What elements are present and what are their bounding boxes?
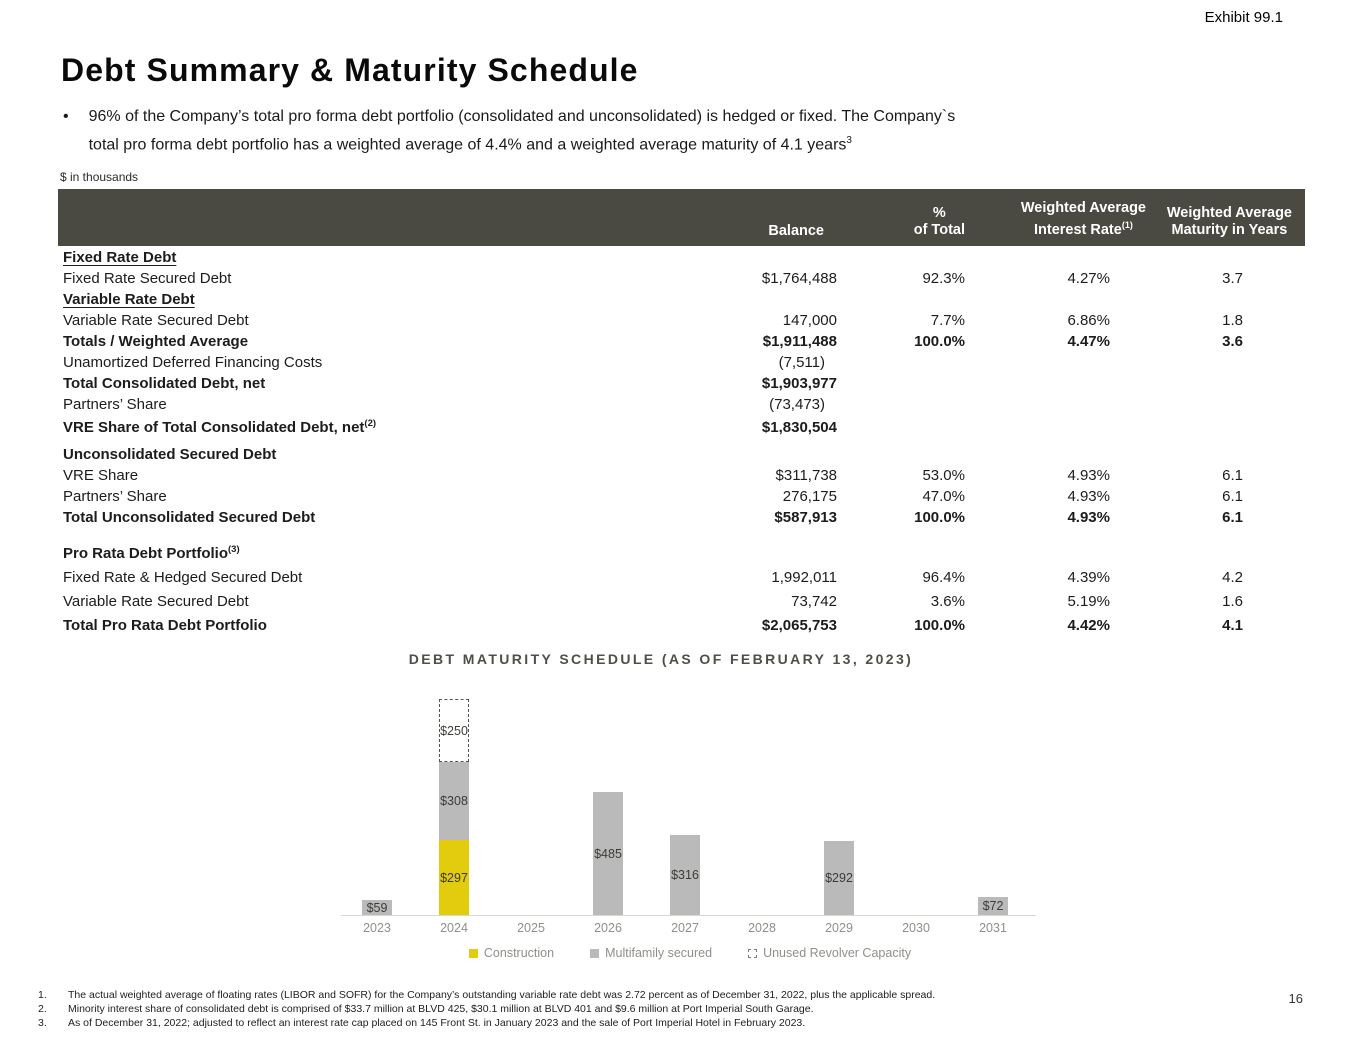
balance-cell — [658, 464, 848, 485]
rate-cell — [978, 587, 1148, 611]
maturity-cell — [1148, 611, 1305, 635]
rate-cell — [978, 464, 1148, 485]
pct-value: 47.0% — [922, 488, 965, 505]
maturity-cell — [1148, 506, 1305, 527]
balance-cell — [658, 393, 848, 414]
row-label-cell — [58, 611, 658, 635]
balance-cell — [658, 372, 848, 393]
rate-cell — [978, 506, 1148, 527]
rate-cell — [978, 414, 1148, 437]
bar-value-label: $485 — [594, 846, 622, 861]
column-header-pct-of-total: % of Total — [848, 189, 978, 246]
balance-value: $1,911,488 — [762, 333, 837, 350]
row-label-cell — [58, 506, 658, 527]
row-label: Total Pro Rata Debt Portfolio — [63, 617, 267, 634]
bar-segment — [439, 840, 469, 915]
footnote-text: The actual weighted average of floating rates (LIBOR and SOFR) for the Company’s outstanding variable rate debt was 2.72 percent as of December 31, 2022, plus the applicable spread. — [68, 989, 936, 1001]
x-axis-label: 2024 — [440, 921, 468, 935]
rate-value: 4.42% — [1067, 617, 1110, 634]
x-axis-label: 2027 — [671, 921, 699, 935]
rate-cell — [978, 288, 1148, 309]
balance-value: 147,000 — [782, 312, 837, 329]
bar-value-label: $297 — [440, 870, 468, 885]
pct-cell — [848, 485, 978, 506]
pct-cell — [848, 563, 978, 587]
table-row — [58, 372, 1305, 393]
pct-cell — [848, 351, 978, 372]
table-row — [58, 288, 1305, 309]
balance-cell — [658, 587, 848, 611]
x-axis-label: 2028 — [748, 921, 776, 935]
footnotes — [38, 988, 1188, 1030]
footnote-number: 3. — [38, 1017, 47, 1029]
balance-value: 1,992,011 — [771, 569, 837, 586]
row-label-cell — [58, 485, 658, 506]
column-header-wa-interest-rate: Weighted Average Interest Rate$^{(1)}$ — [978, 189, 1148, 246]
multifamily-swatch-icon — [590, 949, 599, 958]
pct-cell — [848, 246, 978, 267]
balance-cell — [658, 563, 848, 587]
table-row — [58, 611, 1305, 635]
bullet-line-2: total pro forma debt portfolio has a weighted average of 4.4% and a weighted average maturity of 4.1 years$^3$ — [88, 135, 852, 154]
maturity-value: 3.7 — [1222, 270, 1243, 287]
rate-cell — [978, 246, 1148, 267]
maturity-cell — [1148, 587, 1305, 611]
footnote-text: As of December 31, 2022; adjusted to reflect an interest rate cap placed on 145 Front St. in January 2023 and the sale of Port Imperial Hotel in February 2023. — [68, 1017, 806, 1029]
rate-cell — [978, 437, 1148, 464]
page-title: Debt Summary & Maturity Schedule — [61, 52, 639, 88]
pct-cell — [848, 288, 978, 309]
row-label-cell — [58, 351, 658, 372]
pct-cell — [848, 372, 978, 393]
column-header-balance: Balance — [658, 189, 848, 246]
table-row — [58, 267, 1305, 288]
row-label: Variable Rate Debt — [63, 291, 195, 308]
bar-value-label: $250 — [440, 723, 468, 738]
x-axis-label: 2023 — [363, 921, 391, 935]
table-row — [58, 587, 1305, 611]
pct-cell — [848, 587, 978, 611]
bar-chart — [340, 690, 1040, 980]
pct-value: 92.3% — [922, 270, 965, 287]
row-label: Unconsolidated Secured Debt — [63, 446, 277, 463]
balance-value: $587,913 — [774, 509, 837, 526]
pct-cell — [848, 309, 978, 330]
table-row — [58, 437, 1305, 464]
table-header-row — [58, 189, 1305, 246]
maturity-cell — [1148, 414, 1305, 437]
bar-segment — [439, 699, 469, 762]
balance-cell — [658, 246, 848, 267]
rate-value: 4.39% — [1067, 569, 1110, 586]
page-number: 16 — [1288, 991, 1303, 1006]
row-footnote-ref: (2) — [364, 418, 377, 429]
maturity-cell — [1148, 527, 1305, 563]
rate-value: 4.93% — [1067, 509, 1110, 526]
row-label: VRE Share — [63, 467, 139, 484]
row-label-cell — [58, 437, 658, 464]
table-row — [58, 485, 1305, 506]
row-label-cell — [58, 288, 658, 309]
balance-cell — [658, 330, 848, 351]
row-label-cell — [58, 330, 658, 351]
balance-cell — [658, 288, 848, 309]
maturity-cell — [1148, 437, 1305, 464]
row-label: Variable Rate Secured Debt — [63, 312, 249, 329]
bullet-footnote-ref: 3 — [846, 135, 852, 146]
exhibit-label: Exhibit 99.1 — [1204, 9, 1283, 26]
balance-cell — [658, 611, 848, 635]
pct-cell — [848, 414, 978, 437]
construction-swatch-icon — [469, 949, 478, 958]
balance-cell — [658, 351, 848, 372]
footnote-number: 2. — [38, 1003, 47, 1015]
maturity-value: 4.2 — [1222, 569, 1243, 586]
maturity-value: 1.8 — [1222, 312, 1243, 329]
table-row — [58, 246, 1305, 267]
rate-cell — [978, 393, 1148, 414]
x-axis-label: 2031 — [979, 921, 1007, 935]
pct-value: 96.4% — [922, 569, 965, 586]
row-label-cell — [58, 309, 658, 330]
bar-value-label: $72 — [982, 899, 1004, 913]
row-label-cell — [58, 414, 658, 437]
rate-cell — [978, 527, 1148, 563]
bar-value-label: $308 — [440, 794, 468, 808]
footnote-item — [38, 1002, 1188, 1016]
footnote-text: Minority interest share of consolidated debt is comprised of $33.7 million at BLVD 425, $30.1 million at BLVD 401 and $9.6 million at Port Imperial South Garage. — [68, 1003, 814, 1015]
rate-cell — [978, 485, 1148, 506]
balance-cell — [658, 267, 848, 288]
pct-cell — [848, 611, 978, 635]
column-header-wa-maturity: Weighted Average Maturity in Years — [1148, 189, 1305, 246]
balance-value: (73,473) — [769, 396, 825, 413]
rate-cell — [978, 267, 1148, 288]
bar-segment — [978, 897, 1008, 915]
x-axis-label: 2030 — [902, 921, 930, 935]
balance-value: 276,175 — [782, 488, 837, 505]
row-footnote-ref: (3) — [228, 544, 240, 555]
row-label: Partners’ Share — [63, 488, 167, 505]
bar-value-label: $59 — [366, 900, 388, 915]
bar-value-label: $292 — [825, 871, 853, 885]
x-axis-label: 2025 — [517, 921, 545, 935]
row-label: Fixed Rate Debt — [63, 249, 177, 266]
rate-cell — [978, 351, 1148, 372]
table-row — [58, 393, 1305, 414]
bar-segment — [670, 835, 700, 915]
row-label: Pro Rata Debt Portfolio — [63, 545, 229, 562]
bar-segment — [439, 762, 469, 840]
pct-value: 100.0% — [914, 509, 965, 526]
maturity-cell — [1148, 288, 1305, 309]
x-axis-line — [341, 915, 1036, 916]
table-row — [58, 351, 1305, 372]
bar-segment — [593, 792, 623, 915]
balance-value: $2,065,753 — [761, 617, 837, 634]
rate-cell — [978, 611, 1148, 635]
row-label: VRE Share of Total Consolidated Debt, net — [63, 419, 365, 436]
balance-cell — [658, 485, 848, 506]
debt-summary-table — [58, 189, 1305, 635]
rate-value: 4.27% — [1067, 270, 1110, 287]
row-label-cell — [58, 267, 658, 288]
table-row — [58, 506, 1305, 527]
pct-value: 7.7% — [930, 312, 965, 329]
bar-segment — [824, 841, 854, 915]
rate-value: 4.93% — [1067, 488, 1110, 505]
maturity-value: 6.1 — [1222, 488, 1243, 505]
footnote-item — [38, 1016, 1188, 1030]
maturity-cell — [1148, 246, 1305, 267]
rate-cell — [978, 330, 1148, 351]
bullet-icon: • — [63, 108, 69, 125]
pct-cell — [848, 506, 978, 527]
maturity-value: 6.1 — [1222, 467, 1243, 484]
balance-cell — [658, 414, 848, 437]
table-row — [58, 563, 1305, 587]
row-label: Variable Rate Secured Debt — [63, 593, 249, 610]
row-label-cell — [58, 246, 658, 267]
table-row — [58, 527, 1305, 563]
maturity-cell — [1148, 464, 1305, 485]
maturity-cell — [1148, 351, 1305, 372]
chart-legend — [340, 946, 1040, 960]
legend-item-multifamily — [590, 946, 712, 960]
balance-value: $1,830,504 — [761, 419, 837, 436]
bar-value-label: $316 — [671, 868, 699, 882]
balance-value: $1,764,488 — [761, 270, 837, 287]
pct-cell — [848, 393, 978, 414]
pct-cell — [848, 464, 978, 485]
x-axis-label: 2026 — [594, 921, 622, 935]
bullet-point — [63, 105, 1293, 157]
footnote-number: 1. — [38, 989, 47, 1001]
bullet-line-1: 96% of the Company’s total pro forma debt portfolio (consolidated and unconsolidated) is hedged or fixed. The Company`s — [88, 108, 956, 125]
row-label: Fixed Rate & Hedged Secured Debt — [63, 569, 303, 586]
rate-value: 6.86% — [1067, 312, 1110, 329]
maturity-cell — [1148, 563, 1305, 587]
balance-cell — [658, 506, 848, 527]
row-label-cell — [58, 393, 658, 414]
pct-cell — [848, 437, 978, 464]
balance-value: 73,742 — [791, 593, 837, 610]
header-footnote-ref: (1) — [1121, 220, 1133, 231]
table-row — [58, 330, 1305, 351]
rate-cell — [978, 309, 1148, 330]
row-label-cell — [58, 527, 658, 563]
balance-cell — [658, 527, 848, 563]
debt-table-body — [58, 246, 1305, 635]
pct-cell — [848, 527, 978, 563]
footnote-item — [38, 988, 1188, 1002]
maturity-cell — [1148, 393, 1305, 414]
maturity-cell — [1148, 309, 1305, 330]
maturity-cell — [1148, 330, 1305, 351]
bar-segment — [362, 900, 392, 915]
units-note: $ in thousands — [60, 170, 139, 184]
maturity-cell — [1148, 372, 1305, 393]
rate-cell — [978, 372, 1148, 393]
bullet-text — [89, 105, 956, 157]
table-row — [58, 464, 1305, 485]
pct-value: 53.0% — [922, 467, 965, 484]
maturity-value: 3.6 — [1222, 333, 1243, 350]
rate-cell — [978, 563, 1148, 587]
maturity-value: 4.1 — [1222, 617, 1243, 634]
pct-value: 100.0% — [914, 333, 965, 350]
chart-title: DEBT MATURITY SCHEDULE (AS OF FEBRUARY 13, 2023) — [408, 651, 914, 667]
rate-value: 4.93% — [1067, 467, 1110, 484]
maturity-value: 6.1 — [1222, 509, 1243, 526]
row-label: Totals / Weighted Average — [63, 333, 249, 350]
row-label: Total Consolidated Debt, net — [63, 375, 266, 392]
rate-value: 5.19% — [1067, 593, 1110, 610]
row-label-cell — [58, 372, 658, 393]
row-label-cell — [58, 587, 658, 611]
row-label: Total Unconsolidated Secured Debt — [63, 509, 316, 526]
balance-value: $1,903,977 — [761, 375, 837, 392]
pct-value: 3.6% — [930, 593, 965, 610]
balance-cell — [658, 309, 848, 330]
legend-label: Unused Revolver Capacity — [763, 946, 912, 960]
column-header-empty — [58, 189, 658, 246]
legend-label: Construction — [483, 946, 555, 960]
legend-label: Multifamily secured — [605, 946, 713, 960]
table-row — [58, 309, 1305, 330]
row-label: Partners’ Share — [63, 396, 167, 413]
legend-item-construction — [469, 946, 554, 960]
maturity-value: 1.6 — [1222, 593, 1243, 610]
row-label-cell — [58, 563, 658, 587]
maturity-cell — [1148, 267, 1305, 288]
row-label: Fixed Rate Secured Debt — [63, 270, 232, 287]
x-axis-label: 2029 — [825, 921, 853, 935]
maturity-cell — [1148, 485, 1305, 506]
balance-value: (7,511) — [778, 354, 825, 371]
table-row — [58, 414, 1305, 437]
row-label-cell — [58, 464, 658, 485]
pct-cell — [848, 267, 978, 288]
unused-revolver-swatch-icon — [748, 949, 757, 958]
pct-value: 100.0% — [914, 617, 965, 634]
row-label: Unamortized Deferred Financing Costs — [63, 354, 323, 371]
legend-item-unused-revolver — [748, 946, 911, 960]
pct-cell — [848, 330, 978, 351]
rate-value: 4.47% — [1067, 333, 1110, 350]
balance-cell — [658, 437, 848, 464]
balance-value: $311,738 — [775, 467, 837, 484]
